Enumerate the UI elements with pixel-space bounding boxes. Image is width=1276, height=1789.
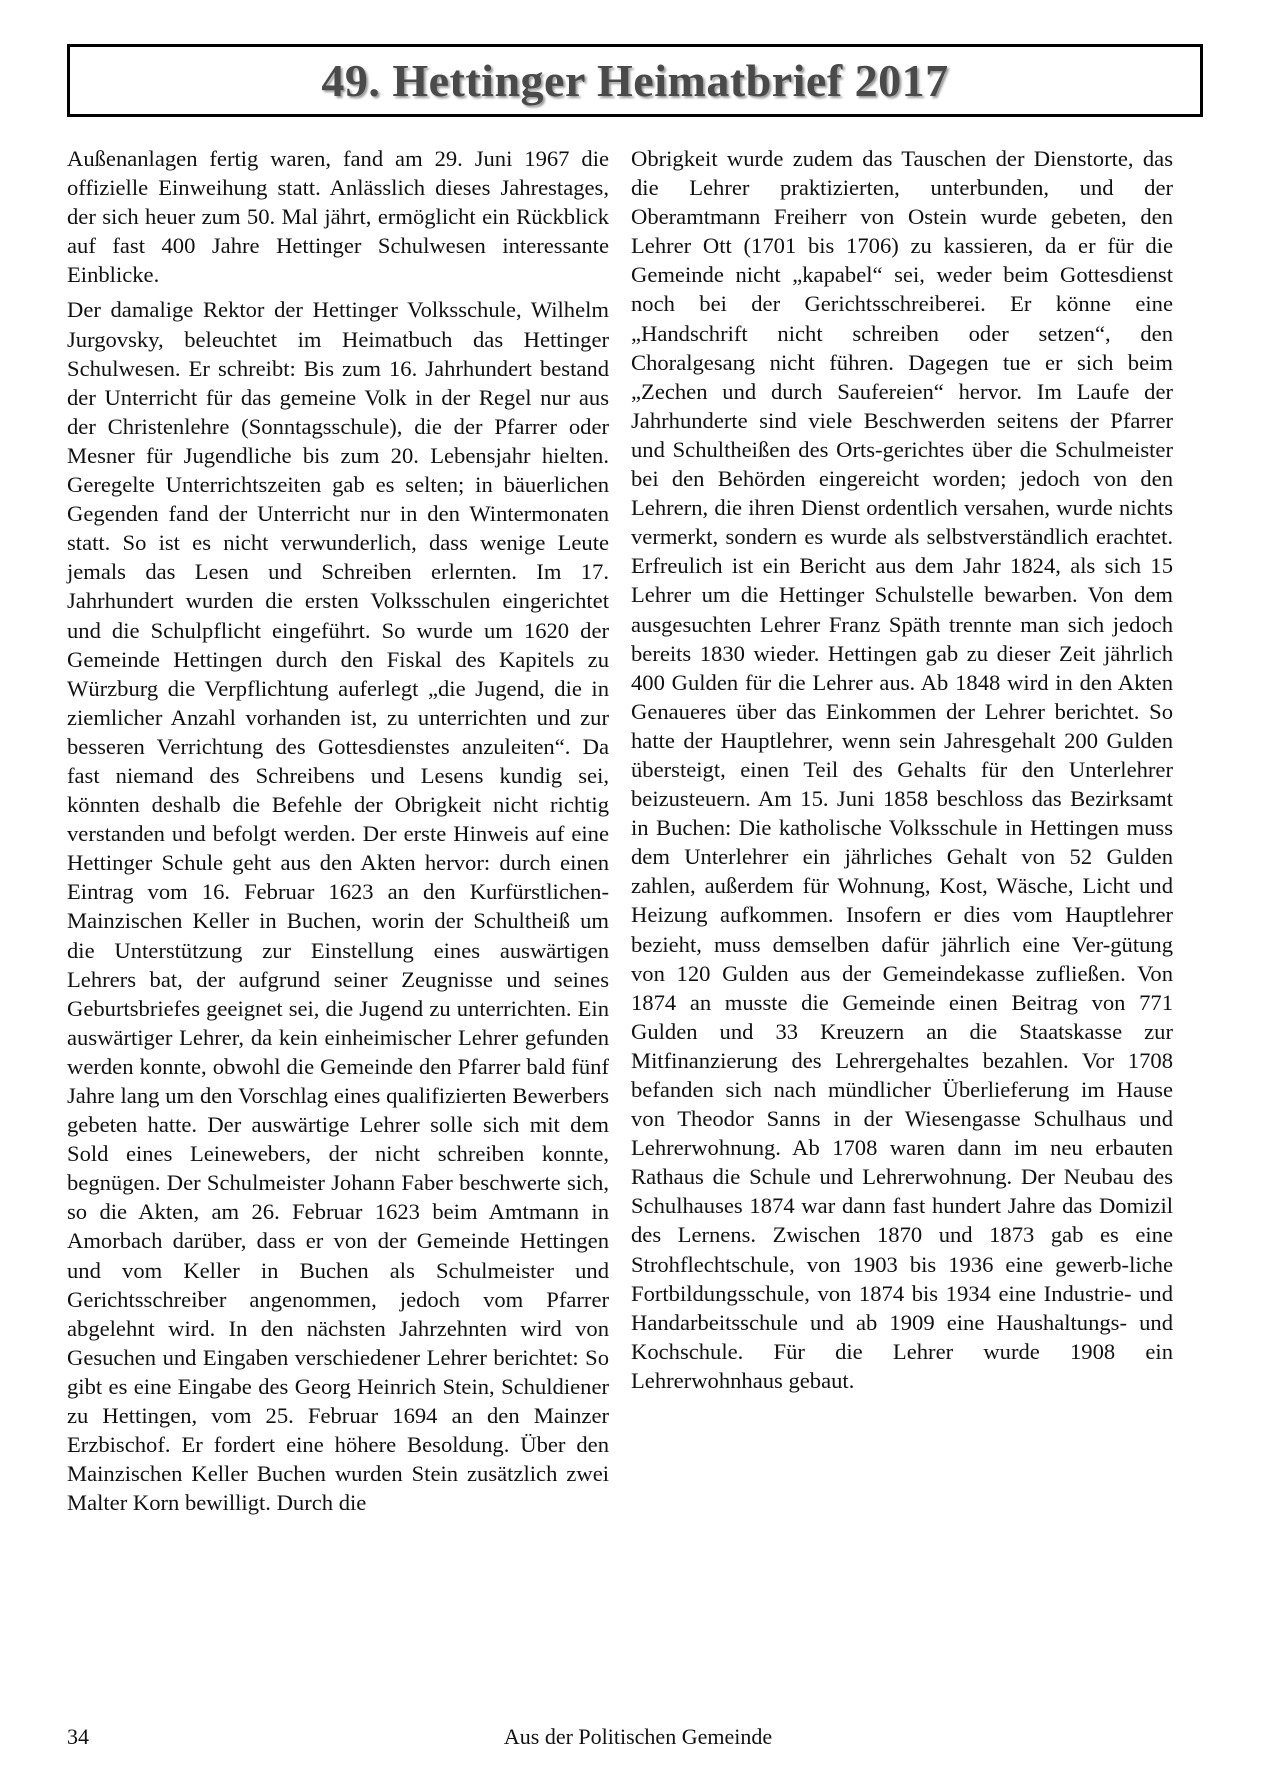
- paragraph: Obrigkeit wurde zudem das Tauschen der Dienstorte, das die Lehrer praktizierten, unterbunden, und der Oberamtmann Freiherr von Ostein wurde gebeten, den Lehrer Ott (1701 bis 1706) zu kassieren, da er für die Gemeinde nicht „kapabel“ sei, weder beim Gottesdienst noch bei der Gerichtsschreiberei. Er könne eine „Handschrift nicht schreiben oder setzen“, den Choralgesang nicht führen. Dagegen tue er sich beim „Zechen und durch Saufereien“ hervor. Im Laufe der Jahrhunderte sind viele Beschwerden seitens der Pfarrer und Schultheißen des Orts-gerichtes über die Schulmeister bei den Behörden eingereicht worden; jedoch von den Lehrern, die ihren Dienst ordentlich versahen, wurde nichts vermerkt, sondern es wurde als selbstverständlich erachtet. Erfreulich ist ein Bericht aus dem Jahr 1824, als sich 15 Lehrer um die Hettinger Schulstelle bewarben. Von dem ausgesuchten Lehrer Franz Späth trennte man sich jedoch bereits 1830 wieder. Hettingen gab zu dieser Zeit jährlich 400 Gulden für die Lehrer aus. Ab 1848 wird in den Akten Genaueres über das Einkommen der Lehrer berichtet. So hatte der Hauptlehrer, wenn sein Jahresgehalt 200 Gulden übersteigt, einen Teil des Gehalts für den Unterlehrer beizusteuern. Am 15. Juni 1858 beschloss das Bezirksamt in Buchen: Die katholische Volksschule in Hettingen muss dem Unterlehrer ein jährliches Gehalt von 52 Gulden zahlen, außerdem für Wohnung, Kost, Wäsche, Licht und Heizung aufkommen. Insofern er dies vom Hauptlehrer bezieht, muss demselben dafür jährlich eine Ver-gütung von 120 Gulden aus der Gemeindekasse zufließen. Von 1874 an musste die Gemeinde einen Beitrag von 771 Gulden und 33 Kreuzern an die Staatskasse zur Mitfinanzierung des Lehrergehaltes bezahlen. Vor 1708 befanden sich nach mündlicher Überlieferung im Hause von Theodor Sanns in der Wiesengasse Schulhaus und Lehrerwohnung. Ab 1708 waren dann im neu erbauten Rathaus die Schule und Lehrerwohnung. Der Neubau des Schulhauses 1874 war dann fast hundert Jahre das Domizil des Lernens. Zwischen 1870 und 1873 gab es eine Strohflechtschule, von 1903 bis 1936 eine gewerb-liche Fortbildungsschule, von 1874 bis 1934 eine Industrie- und Handarbeitsschule und ab 1909 eine Haushaltungs- und Kochschule. Für die Lehrer wurde 1908 ein Lehrerwohnhaus gebaut.: [631, 146, 1173, 1393]
- left-column: [67, 144, 609, 1523]
- paragraph: Der damalige Rektor der Hettinger Volksschule, Wilhelm Jurgovsky, beleuchtet im Heimatbuch das Hettinger Schulwesen. Er schreibt: Bis zum 16. Jahrhundert bestand der Unterricht für das gemeine Volk in der Regel nur aus der Christenlehre (Sonntagsschule), die der Pfarrer oder Mesner für Jugendliche bis zum 20. Lebensjahr hielten. Geregelte Unterrichtszeiten gab es selten; in bäuerlichen Gegenden fand der Unterricht nur in den Wintermonaten statt. So ist es nicht verwunderlich, dass wenige Leute jemals das Lesen und Schreiben erlernten. Im 17. Jahrhundert wurden die ersten Volksschulen eingerichtet und die Schulpflicht eingeführt. So wurde um 1620 der Gemeinde Hettingen durch den Fiskal des Kapitels zu Würzburg die Verpflichtung auferlegt „die Jugend, die in ziemlicher Anzahl vorhanden ist, zu unterrichten und zur besseren Verrichtung des Gottesdienstes anzuleiten“. Da fast niemand des Schreibens und Lesens kundig sei, könnten deshalb die Befehle der Obrigkeit nicht richtig verstanden und befolgt werden. Der erste Hinweis auf eine Hettinger Schule geht aus den Akten hervor: durch einen Eintrag vom 16. Februar 1623 an den Kurfürstlichen-Mainzischen Keller in Buchen, worin der Schultheiß um die Unterstützung zur Einstellung eines auswärtigen Lehrers bat, der aufgrund seiner Zeugnisse und seines Geburtsbriefes geeignet sei, die Jugend zu unterrichten. Ein auswärtiger Lehrer, da kein einheimischer Lehrer gefunden werden konnte, obwohl die Gemeinde den Pfarrer bald fünf Jahre lang um den Vorschlag eines qualifizierten Bewerbers gebeten hatte. Der auswärtige Lehrer solle sich mit dem Sold eines Leinewebers, der nicht schreiben konnte, begnügen. Der Schulmeister Johann Faber beschwerte sich, so die Akten, am 26. Februar 1623 beim Amtmann in Amorbach darüber, dass er von der Gemeinde Hettingen und vom Keller in Buchen als Schulmeister und Gerichtsschreiber angenommen, jedoch vom Pfarrer abgelehnt wird. In den nächsten Jahrzehnten wird von Gesuchen und Eingaben verschiedener Lehrer berichtet: So gibt es eine Eingabe des Georg Heinrich Stein, Schuldiener zu Hettingen, vom 25. Februar 1694 an den Mainzer Erzbischof. Er fordert eine höhere Besoldung. Über den Mainzischen Keller Buchen wurden Stein zusätzlich zwei Malter Korn bewilligt. Durch die: [67, 297, 609, 1516]
- title-box: [67, 44, 1203, 117]
- page-title: 49. Hettinger Heimatbrief 2017: [321, 55, 949, 106]
- right-column: [631, 144, 1173, 1401]
- page-number: 34: [67, 1724, 89, 1749]
- paragraph: Außenanlagen fertig waren, fand am 29. Juni 1967 die offizielle Einweihung statt. Anlässlich dieses Jahrestages, der sich heuer zum 50. Mal jährt, ermöglicht ein Rückblick auf fast 400 Jahre Hettinger Schulwesen interessante Einblicke.: [67, 146, 609, 288]
- footer-section-title: Aus der Politischen Gemeinde: [503, 1724, 773, 1749]
